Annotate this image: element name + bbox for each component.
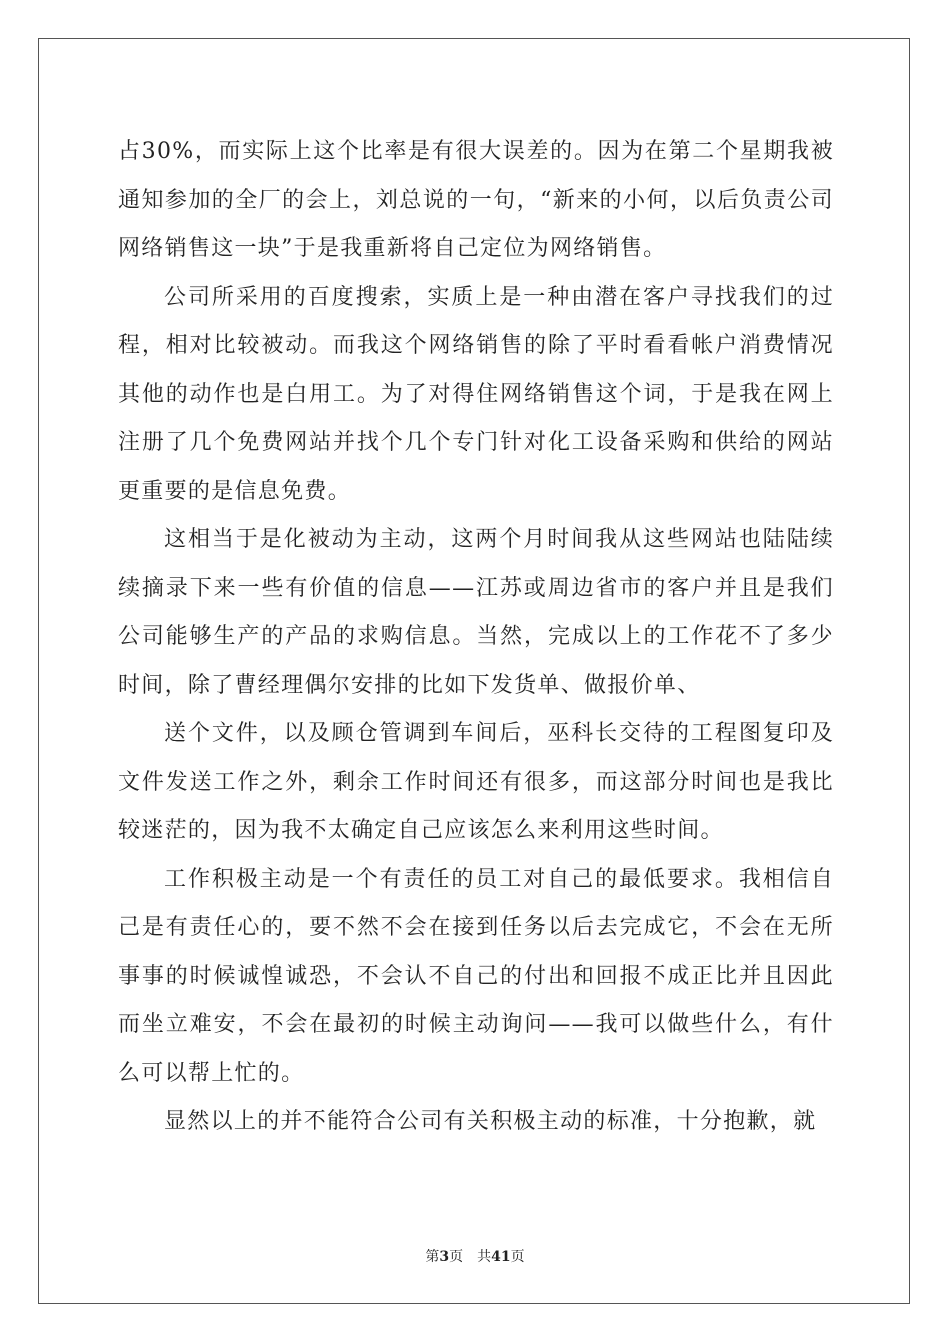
- document-body: [118, 128, 834, 1147]
- footer-page-number: 3: [439, 1249, 450, 1265]
- page-footer: [0, 1246, 950, 1266]
- footer-total-prefix: 共: [477, 1249, 492, 1265]
- paragraph-2: 公司所采用的百度搜索，实质上是一种由潜在客户寻找我们的过程，相对比较被动。而我这个网络销售的除了平时看看帐户消费情况其他的动作也是白用工。为了对得住网络销售这个词，于是我在网上注册了几个免费网站并找个几个专门针对化工设备采购和供给的网站更重要的是信息免费。: [118, 284, 834, 504]
- footer-page-prefix: 第: [425, 1249, 440, 1265]
- footer-total-suffix: 页: [510, 1249, 525, 1265]
- paragraph-5: 工作积极主动是一个有责任的员工对自己的最低要求。我相信自己是有责任心的，要不然不会在接到任务以后去完成它，不会在无所事事的时候诚惶诚恐，不会认不自己的付出和回报不成正比并且因此而坐立难安，不会在最初的时候主动询问——我可以做些什么，有什么可以帮上忙的。: [118, 866, 834, 1086]
- paragraph-3: 这相当于是化被动为主动，这两个月时间我从这些网站也陆陆续续摘录下来一些有价值的信息——江苏或周边省市的客户并且是我们公司能够生产的产品的求购信息。当然，完成以上的工作花不了多少时间，除了曹经理偶尔安排的比如下发货单、做报价单、: [118, 527, 834, 698]
- footer-page-suffix: 页: [449, 1249, 464, 1265]
- paragraph-6: 显然以上的并不能符合公司有关积极主动的标准，十分抱歉，就: [164, 1109, 817, 1134]
- paragraph-1: 占30%，而实际上这个比率是有很大误差的。因为在第二个星期我被通知参加的全厂的会上，刘总说的一句，“新来的小何，以后负责公司网络销售这一块”于是我重新将自己定位为网络销售。: [118, 139, 834, 261]
- footer-total-pages: 41: [491, 1249, 511, 1265]
- paragraph-4: 送个文件，以及顾仓管调到车间后，巫科长交待的工程图复印及文件发送工作之外，剩余工作时间还有很多，而这部分时间也是我比较迷茫的，因为我不太确定自己应该怎么来利用这些时间。: [118, 721, 834, 843]
